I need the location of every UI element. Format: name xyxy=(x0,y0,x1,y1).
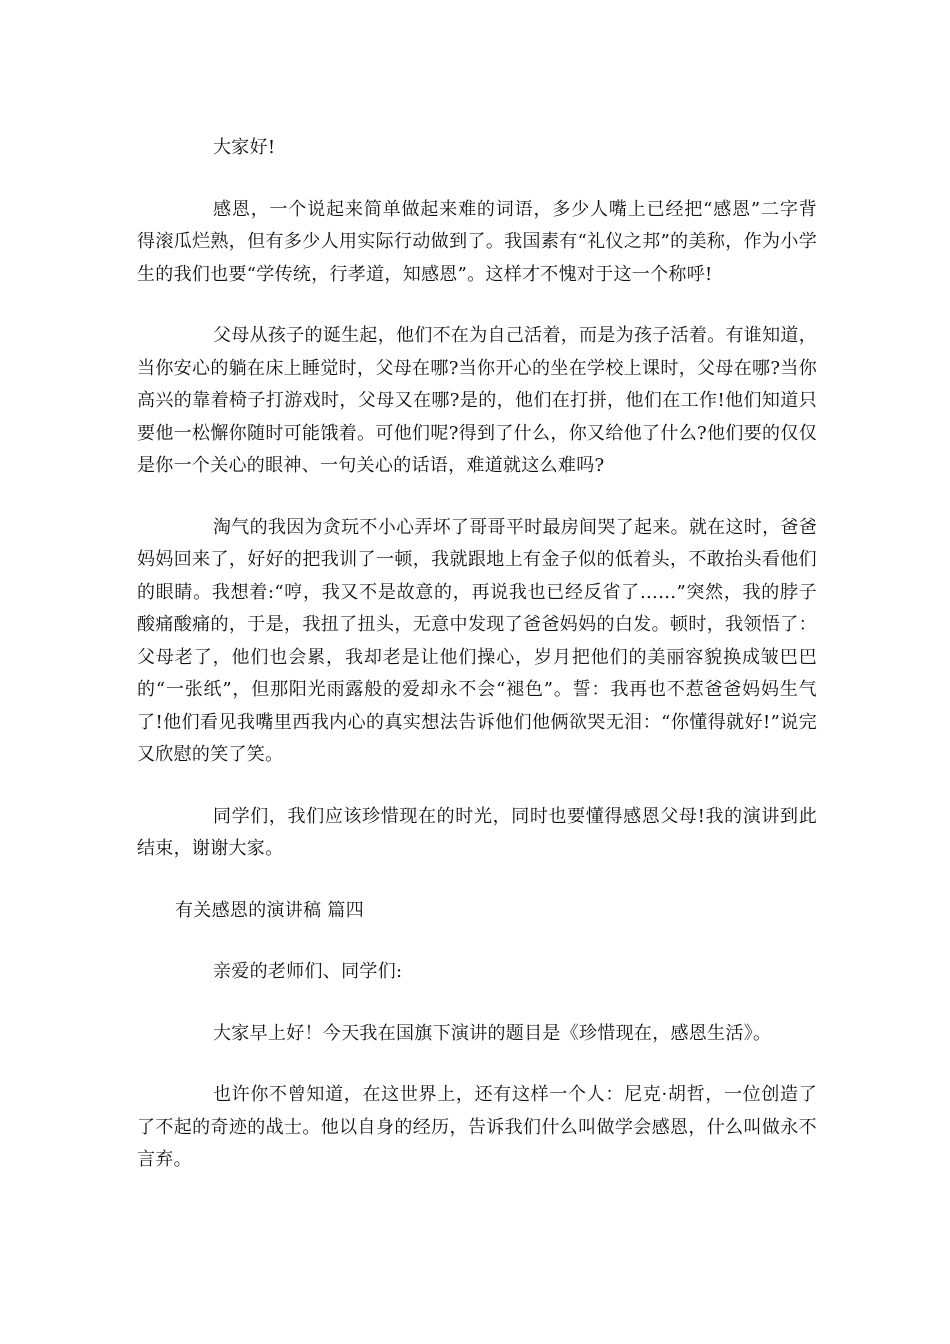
document-body xyxy=(137,132,817,1206)
salutation-paragraph: 亲爱的老师们、同学们: xyxy=(213,961,403,982)
paragraph-parents: 父母从孩子的诞生起，他们不在为自己活着，而是为孩子活着。有谁知道，当你安心的躺在床上睡觉时，父母在哪?当你开心的坐在学校上课时，父母在哪?当你高兴的靠着椅子打游戏时，父母又在哪?是的，他们在打拼，他们在工作!他们知道只要他一松懈你随时可能饿着。可他们呢?得到了什么，你又给他了什么?他们要的仅仅是你一个关心的眼神、一句关心的话语，难道就这么难吗? xyxy=(137,325,817,476)
paragraph-closing: 同学们，我们应该珍惜现在的时光，同时也要懂得感恩父母!我的演讲到此结束，谢谢大家。 xyxy=(137,805,817,859)
greeting-paragraph: 大家好! xyxy=(213,137,276,158)
paragraph-speech-title: 大家早上好！今天我在国旗下演讲的题目是《珍惜现在，感恩生活》。 xyxy=(213,1022,772,1044)
paragraph-story: 淘气的我因为贪玩不小心弄坏了哥哥平时最房间哭了起来。就在这时，爸爸妈妈回来了，好好的把我训了一顿，我就跟地上有金子似的低着头，不敢抬头看他们的眼睛。我想着:“哼，我又不是故意的，再说我也已经反省了……”突然，我的脖子酸痛酸痛的，于是，我扭了扭头，无意中发现了爸爸妈妈的白发。顿时，我领悟了：父母老了，他们也会累，我却老是让他们操心，岁月把他们的美丽容貌换成皱巴巴的“一张纸”，但那阳光雨露般的爱却永不会“褪色”。誓：我再也不惹爸爸妈妈生气了!他们看见我嘴里西我内心的真实想法告诉他们他俩欲哭无泪：“你懂得就好!”说完又欣慰的笑了笑。 xyxy=(137,516,817,765)
paragraph-gratitude-intro: 感恩，一个说起来简单做起来难的词语，多少人嘴上已经把“感恩”二字背得滚瓜烂熟，但有多少人用实际行动做到了。我国素有“礼仪之邦”的美称，作为小学生的我们也要“学传统，行孝道，知感恩”。这样才不愧对于这一个称呼! xyxy=(137,198,817,285)
section-heading: 有关感恩的演讲稿 篇四 xyxy=(175,899,365,921)
paragraph-nick-vujicic: 也许你不曾知道，在这世界上，还有这样一个人：尼克·胡哲，一位创造了了不起的奇迹的战士。他以自身的经历，告诉我们什么叫做学会感恩，什么叫做永不言弃。 xyxy=(137,1084,817,1170)
